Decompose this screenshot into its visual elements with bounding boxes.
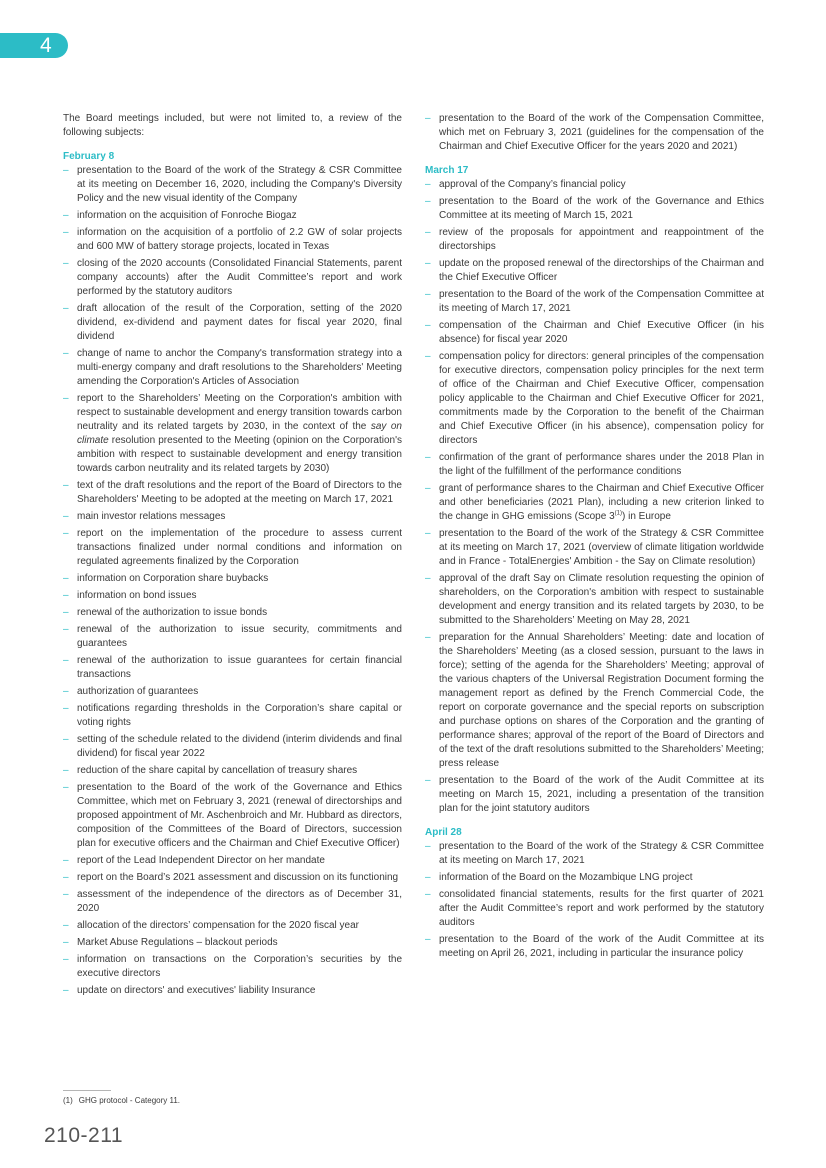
right-column [425,112,764,964]
list-dash: – [63,855,69,866]
list-dash: – [63,258,69,269]
footnote-divider [63,1090,111,1091]
list-item-text: update on the proposed renewal of the directorships of the Chairman and the Chief Executive Officer [439,258,764,283]
list-dash: – [63,165,69,176]
list-dash: – [425,573,431,584]
list-item [63,479,402,507]
list-item [63,226,402,254]
list-item-text: setting of the schedule related to the dividend (interim dividends and final dividend) for fiscal year 2022 [77,734,402,759]
list-dash: – [425,289,431,300]
list-item [425,319,764,347]
list-item [63,257,402,299]
list-item-text: notifications regarding thresholds in the Corporation’s share capital or voting rights [77,703,402,728]
list-dash: – [63,348,69,359]
footnote-number: (1) [63,1096,73,1105]
list-item-text: text of the draft resolutions and the report of the Board of Directors to the Shareholders' Meeting to be adopted at the meeting on March 17, 2021 [77,480,402,505]
chapter-tab [0,33,68,58]
list-item-text: presentation to the Board of the work of the Compensation Committee, which met on February 3, 2021 (guidelines for the compensation of the Chairman and Chief Executive Officer for the years 2020 and 2021) [439,113,764,152]
list-dash: – [425,452,431,463]
list-item-text: approval of the draft Say on Climate resolution requesting the opinion of shareholders, on the Corporation's ambition with respect to sustainable development and energy transition and its related targets by 2030, to be submitted to the Shareholders’ Meeting on May 28, 2021 [439,573,764,626]
list-item-text: information on bond issues [77,590,197,601]
list-item [63,702,402,730]
list-item [63,953,402,981]
list-dash: – [63,872,69,883]
list-item [425,350,764,448]
intro-text: The Board meetings included, but were not limited to, a review of the following subjects: [63,113,402,138]
list-dash: – [63,511,69,522]
list-item-text: main investor relations messages [77,511,226,522]
list-item-text: presentation to the Board of the work of the Strategy & CSR Committee at its meeting on March 17, 2021 [439,841,764,866]
list-april-28 [425,840,764,961]
list-item-text: closing of the 2020 accounts (Consolidated Financial Statements, parent company accounts) after the Audit Committee’s report and work performed by the statutory auditors [77,258,402,297]
list-item [63,871,402,885]
list-dash: – [63,954,69,965]
list-item-text: renewal of the authorization to issue security, commitments and guarantees [77,624,402,649]
list-item-text: Market Abuse Regulations – blackout periods [77,937,278,948]
list-february-8 [63,164,402,998]
list-item-text: renewal of the authorization to issue guarantees for certain financial transactions [77,655,402,680]
list-item [425,178,764,192]
list-item [63,589,402,603]
list-item [63,888,402,916]
list-dash: – [63,624,69,635]
list-dash: – [63,703,69,714]
list-continued [425,112,764,154]
list-march-17 [425,178,764,816]
list-dash: – [63,227,69,238]
list-item [63,685,402,699]
list-item [425,527,764,569]
footnote [63,1096,180,1105]
list-item-text: ) in Europe [622,511,671,522]
list-dash: – [63,920,69,931]
list-item-text: approval of the Company’s financial policy [439,179,626,190]
list-item [63,764,402,778]
list-item-text: presentation to the Board of the work of the Governance and Ethics Committee, which met on February 3, 2021 (renewal of directorships and proposed appointment of Mr. Aschenbroich and Mr. Hubbard as directors, composition of the Committees of the Board of Directors, succession plan for executive officers and the Chairman and Chief Executive Officer) [77,782,402,849]
list-dash: – [425,841,431,852]
list-dash: – [63,528,69,539]
list-item-text: change of name to anchor the Company's transformation strategy into a multi-energy company and draft resolutions to the Shareholders' Meeting amending the Corporation's Articles of Association [77,348,402,387]
list-item [63,733,402,761]
list-item-text: consolidated financial statements, results for the first quarter of 2021 after the Audit Committee’s report and work performed by the statutory auditors [439,889,764,928]
list-item-text: information on the acquisition of a portfolio of 2.2 GW of solar projects and 600 MW of battery storage projects, located in Texas [77,227,402,252]
list-dash: – [63,686,69,697]
list-dash: – [425,528,431,539]
list-item [425,774,764,816]
list-item-text: renewal of the authorization to issue bonds [77,607,268,618]
list-item-text: confirmation of the grant of performance shares under the 2018 Plan in the light of the fulfillment of the performance conditions [439,452,764,477]
list-dash: – [63,607,69,618]
list-item-text: presentation to the Board of the work of the Strategy & CSR Committee at its meeting on December 16, 2020, including the Company's Diversity Policy and the new visual identity of the Company [77,165,402,204]
list-item [63,347,402,389]
list-item [63,936,402,950]
list-dash: – [63,734,69,745]
list-dash: – [425,632,431,643]
list-item-text: draft allocation of the result of the Corporation, setting of the 2020 dividend, ex-dividend and payment dates for fiscal year 2020, final dividend [77,303,402,342]
list-item [425,888,764,930]
list-item [425,226,764,254]
list-item-text: assessment of the independence of the directors as of December 31, 2020 [77,889,402,914]
list-item-text: information on the acquisition of Fonroche Biogaz [77,210,297,221]
list-item-text: report of the Lead Independent Director on her mandate [77,855,325,866]
list-item [425,288,764,316]
list-item-text: compensation of the Chairman and Chief Executive Officer (in his absence) for fiscal year 2020 [439,320,764,345]
list-dash: – [63,765,69,776]
list-dash: – [425,351,431,362]
footnote-text: GHG protocol - Category 11. [78,1096,181,1105]
list-dash: – [425,483,431,494]
list-dash: – [425,872,431,883]
list-item [63,606,402,620]
list-item [63,984,402,998]
list-item-text: reduction of the share capital by cancellation of treasury shares [77,765,358,776]
page-number: 210-211 [44,1124,124,1147]
list-item [63,854,402,868]
list-item-text: review of the proposals for appointment and reappointment of the directorships [439,227,764,252]
list-item-text: presentation to the Board of the work of the Audit Committee at its meeting on April 26, 2021, including in particular the insurance policy [439,934,764,959]
list-item [63,527,402,569]
list-item [425,631,764,771]
list-dash: – [63,889,69,900]
list-dash: – [425,775,431,786]
list-item [63,781,402,851]
list-dash: – [425,196,431,207]
heading-april-28: April 28 [425,827,462,838]
list-item [63,572,402,586]
list-dash: – [425,889,431,900]
list-dash: – [63,393,69,404]
list-item-text: information of the Board on the Mozambique LNG project [439,872,693,883]
list-item-text: information on transactions on the Corporation’s securities by the executive directors [77,954,402,979]
heading-march-17: March 17 [425,165,469,176]
list-item [63,654,402,682]
list-dash: – [425,320,431,331]
list-item [425,840,764,868]
list-item [63,623,402,651]
footnote-reference: (1) [614,510,622,517]
list-item [425,195,764,223]
list-dash: – [63,985,69,996]
list-item-text: grant of performance shares to the Chairman and Chief Executive Officer and other beneficiaries (2021 Plan), including a new criterion linked to the change in GHG emissions (Scope 3 [439,483,764,522]
list-item [63,392,402,476]
list-dash: – [63,655,69,666]
list-item [425,933,764,961]
list-dash: – [63,782,69,793]
list-item [63,209,402,223]
list-dash: – [63,480,69,491]
list-item [425,572,764,628]
list-item-text: presentation to the Board of the work of the Governance and Ethics Committee at its meeting of March 15, 2021 [439,196,764,221]
list-dash: – [425,934,431,945]
list-item-text: allocation of the directors’ compensation for the 2020 fiscal year [77,920,360,931]
list-item-text: presentation to the Board of the work of the Strategy & CSR Committee at its meeting on March 17, 2021 (overview of climate litigation worldwide and in France - TotalEnergies' Ambition - the Say on Climate resolution) [439,528,764,567]
left-column [63,112,402,1001]
list-item-text: report on the implementation of the procedure to assess current transactions finalized under normal conditions and information on regulated agreements finalized by the Corporation [77,528,402,567]
list-item [63,919,402,933]
list-item-text: report on the Board’s 2021 assessment and discussion on its functioning [77,872,399,883]
list-item [425,871,764,885]
list-dash: – [63,573,69,584]
list-item [63,302,402,344]
list-item-text: update on directors' and executives' liability Insurance [77,985,316,996]
list-item-text: resolution presented to the Meeting (opinion on the Corporation's ambition with respect to sustainable development and energy transition towards carbon neutrality and its related targets by 2030) [77,435,402,474]
list-dash: – [63,590,69,601]
list-item-text: information on Corporation share buybacks [77,573,269,584]
list-item [425,257,764,285]
list-dash: – [425,258,431,269]
list-item-text: presentation to the Board of the work of the Compensation Committee at its meeting of March 17, 2021 [439,289,764,314]
list-dash: – [63,937,69,948]
chapter-number: 4 [40,34,52,57]
list-item-text: presentation to the Board of the work of the Audit Committee at its meeting on March 15, 2021, including a presentation of the transition plan for the joint statutory auditors [439,775,764,814]
list-dash: – [425,227,431,238]
list-dash: – [63,210,69,221]
list-item-text: compensation policy for directors: general principles of the compensation for executive directors, compensation policy principles for the next term of office of the Chairman and Chief Executive Officer, compensation policy applicable to the Chairman and Chief Executive Officer for 2021, commitments made by the Corporation to the benefit of the Chairman and Chief Executive Officer (in his absence), compensation policy for directors [439,351,764,446]
list-item-text: report to the Shareholders’ Meeting on the Corporation's ambition with respect to sustainable development and energy transition towards carbon neutrality and its related targets by 2030, in the context of the [77,393,402,432]
list-dash: – [425,113,431,124]
list-item [425,451,764,479]
list-item [63,510,402,524]
list-item-text: authorization of guarantees [77,686,199,697]
list-item-emphasis: say on climate [77,421,402,446]
heading-february-8: February 8 [63,151,115,162]
list-item [425,112,764,154]
list-item-text: preparation for the Annual Shareholders’ Meeting: date and location of the Shareholders’ Meeting (as a closed session, pursuant to the laws in force); setting of the agenda for the Shareholders’ Meeting; approval of the various chapters of the Universal Registration Document forming the management report as defined by the French Commercial Code, the report on corporate governance and the special reports on subscription and purchase options on shares of the Corporation and the granting of performance shares; approval of the report of the Board of Directors and of the text of the draft resolutions submitted to the Shareholders’ Meeting; press release [439,632,764,769]
list-item [425,482,764,524]
list-dash: – [63,303,69,314]
list-item [63,164,402,206]
list-dash: – [425,179,431,190]
